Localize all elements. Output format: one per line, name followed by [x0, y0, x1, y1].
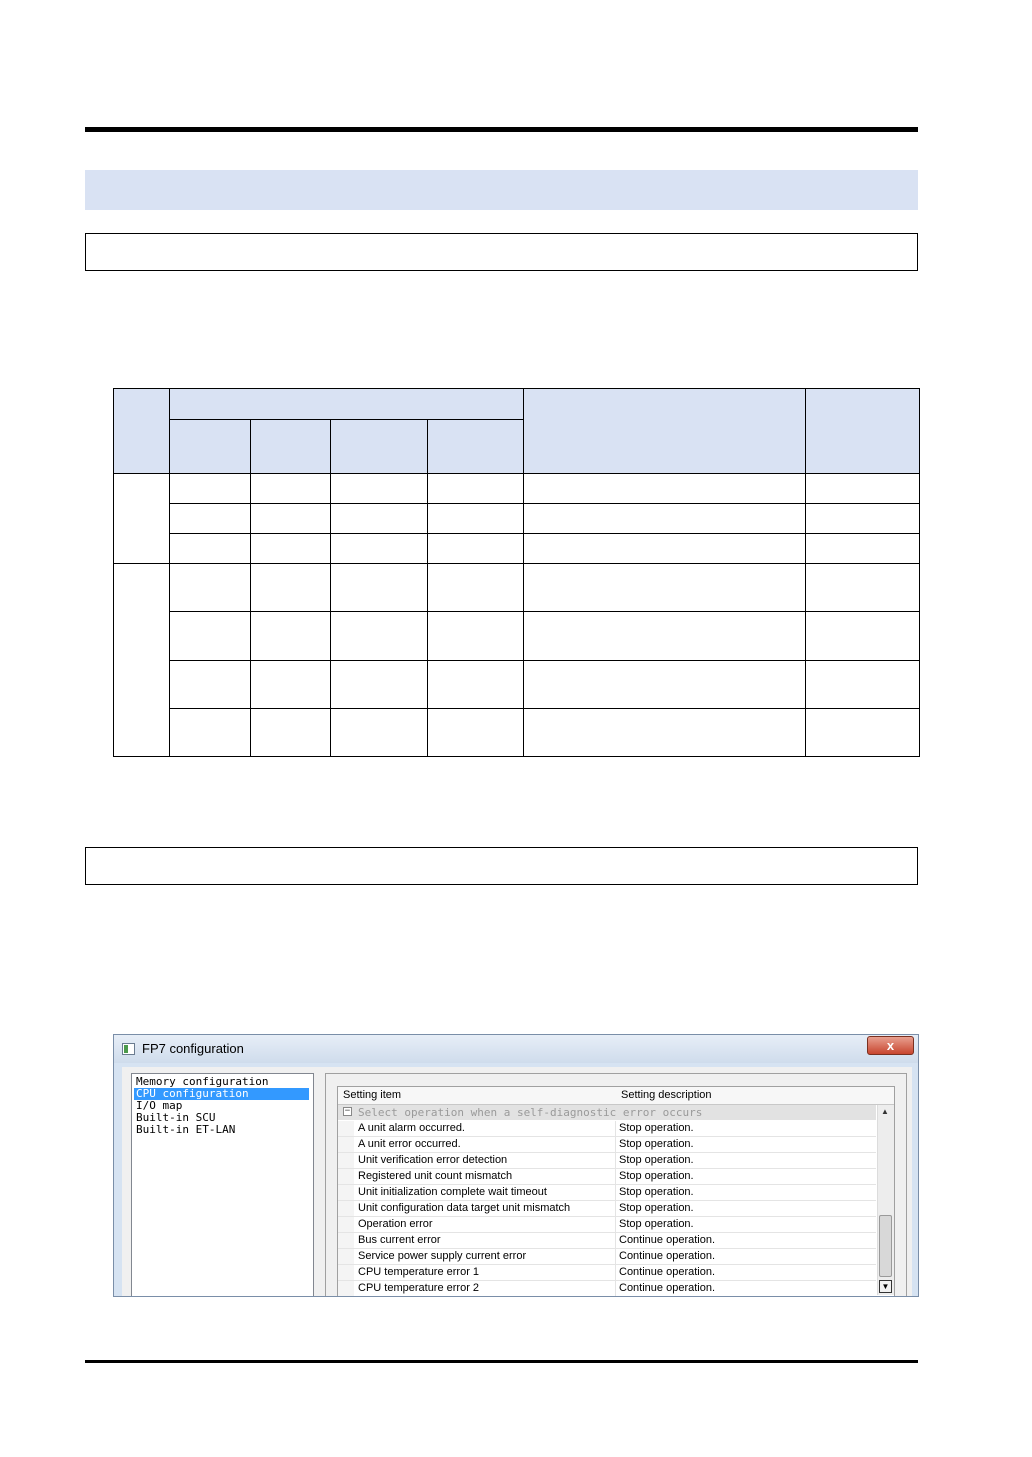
subsection-box-2 — [85, 847, 918, 885]
setting-description[interactable]: Stop operation. — [619, 1138, 694, 1150]
table-header-cell — [428, 420, 524, 474]
table-row — [114, 661, 920, 709]
setting-item: CPU temperature error 2 — [358, 1282, 480, 1294]
setting-item: Unit verification error detection — [358, 1154, 508, 1166]
setting-item: CPU temperature error 1 — [358, 1266, 480, 1278]
setting-item: Service power supply current error — [358, 1250, 527, 1262]
tree-item-io-map[interactable]: I/O map — [136, 1099, 183, 1112]
table-header-cell — [170, 420, 251, 474]
settings-row[interactable] — [338, 1201, 876, 1217]
settings-row[interactable] — [338, 1137, 876, 1153]
setting-item: Bus current error — [358, 1234, 441, 1246]
setting-item: Unit configuration data target unit mismatch — [358, 1202, 571, 1214]
settings-group-row[interactable] — [338, 1105, 876, 1120]
setting-description[interactable]: Stop operation. — [619, 1186, 694, 1198]
setting-description[interactable]: Stop operation. — [619, 1154, 694, 1166]
table-header-cell — [114, 389, 170, 474]
group-label: Select operation when a self-diagnostic error occurs — [358, 1106, 703, 1119]
setting-description[interactable]: Stop operation. — [619, 1218, 694, 1230]
table-row — [114, 612, 920, 661]
tree-item-memory-configuration[interactable]: Memory configuration — [136, 1075, 269, 1088]
table-header-cell — [524, 389, 806, 474]
table-header-cell — [331, 420, 428, 474]
settings-row[interactable] — [338, 1233, 876, 1249]
header-rule — [85, 127, 918, 132]
config-tree — [131, 1073, 314, 1297]
setting-item: A unit alarm occurred. — [358, 1122, 465, 1134]
settings-row[interactable] — [338, 1185, 876, 1201]
settings-frame — [325, 1073, 907, 1297]
table-row — [114, 564, 920, 612]
table-header-cell — [251, 420, 331, 474]
window-title: FP7 configuration — [142, 1041, 244, 1056]
settings-grid-header — [338, 1087, 894, 1105]
setting-item: A unit error occurred. — [358, 1138, 461, 1150]
window-body — [122, 1067, 912, 1297]
footer-rule — [85, 1360, 918, 1363]
window-titlebar — [114, 1035, 918, 1063]
setting-item: Operation error — [358, 1218, 433, 1230]
settings-row[interactable] — [338, 1265, 876, 1281]
settings-row[interactable] — [338, 1121, 876, 1137]
setting-description[interactable]: Continue operation. — [619, 1282, 716, 1294]
table-header-cell — [806, 389, 920, 474]
table-header-cell — [170, 389, 524, 420]
tree-item-cpu-configuration[interactable]: CPU configuration — [134, 1088, 309, 1100]
section-heading-band — [85, 170, 918, 210]
scroll-thumb[interactable] — [879, 1215, 892, 1277]
table-row — [114, 709, 920, 757]
setting-description[interactable]: Stop operation. — [619, 1202, 694, 1214]
setting-description[interactable]: Continue operation. — [619, 1266, 716, 1278]
error-table — [113, 388, 920, 757]
collapse-icon[interactable]: − — [344, 1106, 351, 1116]
table-row — [114, 534, 920, 564]
app-icon — [122, 1043, 135, 1055]
column-header-setting-item[interactable]: Setting item — [343, 1089, 402, 1101]
settings-row[interactable] — [338, 1217, 876, 1233]
settings-row[interactable] — [338, 1281, 876, 1297]
scroll-down-icon[interactable]: ▼ — [879, 1280, 892, 1293]
settings-grid — [337, 1086, 895, 1297]
table-row — [114, 504, 920, 534]
tree-item-built-in-et-lan[interactable]: Built-in ET-LAN — [136, 1123, 236, 1136]
setting-description[interactable]: Stop operation. — [619, 1122, 694, 1134]
table-row — [114, 474, 920, 504]
tree-item-built-in-scu[interactable]: Built-in SCU — [136, 1111, 216, 1124]
setting-description[interactable]: Continue operation. — [619, 1234, 716, 1246]
close-button[interactable]: x — [867, 1036, 914, 1055]
fp7-configuration-window — [113, 1034, 919, 1297]
setting-item: Registered unit count mismatch — [358, 1170, 513, 1182]
settings-row[interactable] — [338, 1249, 876, 1265]
scroll-up-icon[interactable]: ▲ — [881, 1107, 889, 1116]
setting-description[interactable]: Stop operation. — [619, 1170, 694, 1182]
setting-description[interactable]: Continue operation. — [619, 1250, 716, 1262]
settings-row[interactable] — [338, 1169, 876, 1185]
vertical-scrollbar[interactable] — [877, 1105, 894, 1295]
setting-item: Unit initialization complete wait timeout — [358, 1186, 547, 1198]
settings-row[interactable] — [338, 1153, 876, 1169]
column-header-setting-description[interactable]: Setting description — [621, 1089, 712, 1101]
subsection-box-1 — [85, 233, 918, 271]
